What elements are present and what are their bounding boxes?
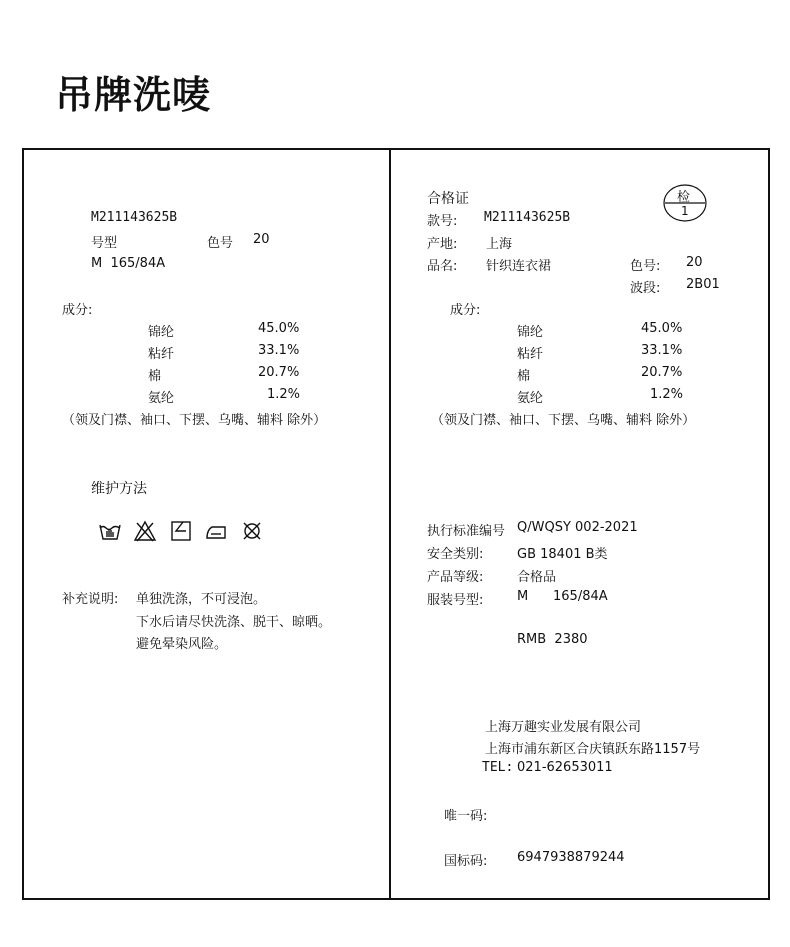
do-not-dryclean-icon <box>240 519 264 543</box>
composition-label: 成分: <box>450 303 481 318</box>
size-value: M 165/84A <box>91 256 166 271</box>
batch-value: 2B01 <box>686 277 720 292</box>
tel-value: 021-62653011 <box>517 760 613 775</box>
origin-label: 产地: <box>427 237 458 252</box>
inspection-stamp-top: 检 <box>677 190 691 205</box>
supplement-label: 补充说明: <box>62 592 119 607</box>
grade-value: 合格品 <box>517 570 557 585</box>
supplement-line: 避免晕染风险。 <box>136 637 228 652</box>
composition-percent: 45.0% <box>641 321 683 336</box>
do-not-bleach-icon <box>133 519 157 543</box>
cert-title: 合格证 <box>427 191 469 207</box>
style-code: M211143625B <box>91 210 178 225</box>
size-label: 号型 <box>91 236 118 251</box>
composition-percent: 20.7% <box>641 365 683 380</box>
color-label: 色号: <box>630 259 661 274</box>
safety-label: 安全类别: <box>427 547 484 562</box>
page-title: 吊牌洗唛 <box>55 73 212 117</box>
composition-material: 棉 <box>148 369 162 384</box>
barcode-label: 国标码: <box>444 854 488 869</box>
composition-material: 粘纤 <box>148 347 175 362</box>
panel-divider <box>389 148 391 898</box>
batch-label: 波段: <box>630 281 661 296</box>
composition-percent: 33.1% <box>641 343 683 358</box>
composition-material: 粘纤 <box>517 347 544 362</box>
color-value: 20 <box>686 255 703 270</box>
garment-size-label: 服装号型: <box>427 593 484 608</box>
composition-material: 棉 <box>517 369 531 384</box>
exclusion-note: （领及门襟、袖口、下摆、乌嘴、辅料 除外） <box>62 413 327 428</box>
tel-label: TEL: <box>482 760 514 775</box>
standard-value: Q/WQSY 002-2021 <box>517 520 638 535</box>
grade-label: 产品等级: <box>427 570 484 585</box>
standard-label: 执行标准编号 <box>427 524 506 539</box>
iron-icon <box>204 519 228 543</box>
product-label: 品名: <box>427 259 458 274</box>
care-title: 维护方法 <box>91 481 147 497</box>
barcode-value: 6947938879244 <box>517 850 625 865</box>
product-value: 针织连衣裙 <box>486 259 552 274</box>
tumble-dry-icon <box>169 519 193 543</box>
garment-size-value: M 165/84A <box>517 589 608 604</box>
supplement-line: 下水后请尽快洗涤、脱干、晾晒。 <box>136 615 332 630</box>
company-name: 上海万趣实业发展有限公司 <box>485 720 642 735</box>
composition-material: 锦纶 <box>148 325 175 340</box>
supplement-line: 单独洗涤，不可浸泡。 <box>136 592 267 607</box>
composition-percent: 45.0% <box>258 321 300 336</box>
unique-code-label: 唯一码: <box>444 809 488 824</box>
composition-percent: 1.2% <box>650 387 684 402</box>
safety-value: GB 18401 B类 <box>517 547 608 562</box>
origin-value: 上海 <box>486 237 513 252</box>
composition-material: 锦纶 <box>517 325 544 340</box>
color-label: 色号 <box>207 236 234 251</box>
composition-percent: 20.7% <box>258 365 300 380</box>
composition-percent: 1.2% <box>267 387 301 402</box>
composition-material: 氨纶 <box>148 391 175 406</box>
inspection-stamp <box>662 183 708 223</box>
inspection-stamp-bottom: 1 <box>681 204 689 218</box>
company-address: 上海市浦东新区合庆镇跃东路1157号 <box>485 742 701 757</box>
composition-label: 成分: <box>62 303 93 318</box>
composition-percent: 33.1% <box>258 343 300 358</box>
style-code: M211143625B <box>484 210 571 225</box>
hand-wash-icon <box>98 519 122 543</box>
style-label: 款号: <box>427 214 458 229</box>
composition-material: 氨纶 <box>517 391 544 406</box>
color-value: 20 <box>253 232 270 247</box>
price: RMB 2380 <box>517 632 588 647</box>
exclusion-note: （领及门襟、袖口、下摆、乌嘴、辅料 除外） <box>431 413 696 428</box>
